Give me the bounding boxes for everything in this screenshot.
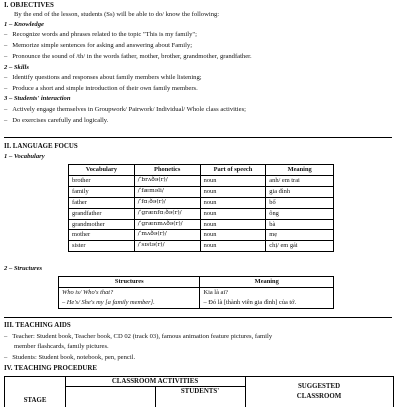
- vocab-word: grandmother: [69, 219, 135, 230]
- vocab-phonetics: /ˈsɪstə(r)/: [134, 241, 200, 252]
- table-row: [69, 186, 334, 197]
- column-header: Part of speech: [200, 165, 266, 176]
- vocab-pos: noun: [200, 230, 266, 241]
- vocab-phonetics: /ˈmʌðə(r)/: [134, 230, 200, 241]
- table-row: [69, 230, 334, 241]
- knowledge-item: – Pronounce the sound of /th/ in the words father, mother, brother, grandmother, grandfather.: [4, 53, 252, 60]
- aids-teacher-cont: member flashcards, family pictures.: [14, 343, 109, 350]
- table-header-row: [59, 277, 334, 288]
- section-divider: [4, 137, 392, 138]
- aids-students: – Students: Student book, notebook, pen, pencil.: [4, 354, 136, 361]
- table-header-row: [69, 165, 334, 176]
- structures-title: 2 – Structures: [4, 265, 43, 272]
- suggested-header-line1: SUGGESTED: [297, 383, 341, 390]
- column-header: Structures: [59, 277, 200, 288]
- vocab-meaning: anh/ em trai: [266, 175, 334, 186]
- interaction-title: 3 – Students' interaction: [4, 95, 71, 102]
- procedure-heading: IV. TEACHING PROCEDURE: [4, 365, 97, 372]
- vocab-word: family: [69, 186, 135, 197]
- knowledge-title: 1 – Knowledge: [4, 21, 44, 28]
- vocab-pos: noun: [200, 208, 266, 219]
- vocab-meaning: bố: [266, 197, 334, 208]
- structure-cell: [59, 287, 200, 308]
- vocab-pos: noun: [200, 186, 266, 197]
- vocab-word: brother: [69, 175, 135, 186]
- table-row: [69, 208, 334, 219]
- meaning-cell: [200, 287, 334, 308]
- table-row: [69, 197, 334, 208]
- structures-table: [58, 276, 334, 309]
- vocab-meaning: ông: [266, 208, 334, 219]
- classroom-activities-header: CLASSROOM ACTIVITIES: [111, 378, 199, 385]
- vocab-pos: noun: [200, 197, 266, 208]
- table-row: [69, 175, 334, 186]
- students-header: STUDENTS': [180, 388, 220, 395]
- structure-answer: – He's/ She's my [a family member].: [62, 298, 155, 306]
- vocab-phonetics: /ˈɡrænmʌðə(r)/: [134, 219, 200, 230]
- interaction-item: – Do exercises carefully and logically.: [4, 117, 109, 124]
- vocab-word: grandfather: [69, 208, 135, 219]
- table-row: [69, 219, 334, 230]
- structure-question: Who is/ Who's that?: [62, 288, 114, 296]
- procedure-table: [4, 376, 394, 407]
- vocab-meaning: mẹ: [266, 230, 334, 241]
- vocab-pos: noun: [200, 241, 266, 252]
- table-row: [59, 287, 334, 308]
- meaning-answer: – Đó là [thành viên gia đình] của tớ.: [203, 298, 297, 306]
- vocab-meaning: chị/ em gái: [266, 241, 334, 252]
- suggested-header-line2: CLASSROOM: [296, 393, 342, 400]
- vocab-word: mother: [69, 230, 135, 241]
- table-row: [69, 241, 334, 252]
- vocab-word: father: [69, 197, 135, 208]
- meaning-question: Kia là ai?: [203, 288, 228, 296]
- vocab-phonetics: /ˈɡrænfɑːðə(r)/: [134, 208, 200, 219]
- vocabulary-table: [68, 164, 334, 252]
- objectives-intro: By the end of the lesson, students (Ss) will be able to do/ know the following:: [14, 11, 220, 18]
- vocabulary-title: 1 – Vocabulary: [4, 153, 45, 160]
- vocab-phonetics: /ˈfɑːðə(r)/: [134, 197, 200, 208]
- knowledge-item: – Memorize simple sentences for asking and answering about Family;: [4, 42, 193, 49]
- column-header: Meaning: [200, 277, 334, 288]
- objectives-heading: I. OBJECTIVES: [4, 2, 54, 9]
- section-divider: [4, 317, 392, 318]
- vocab-meaning: bà: [266, 219, 334, 230]
- interaction-item: – Actively engage themselves in Groupwork/ Pairwork/ Individual/ Whole class activities;: [4, 106, 246, 113]
- aids-heading: III. TEACHING AIDS: [4, 322, 71, 329]
- skills-item: – Identify questions and responses about family members while listening;: [4, 74, 202, 81]
- vocab-word: sister: [69, 241, 135, 252]
- vocab-phonetics: /ˈbrʌðə(r)/: [134, 175, 200, 186]
- aids-teacher: – Teacher: Student book, Teacher book, CD 02 (track 03), famous animation feature pictures, family: [4, 333, 273, 340]
- knowledge-item: – Recognize words and phrases related to the topic "This is my family";: [4, 31, 197, 38]
- vocab-phonetics: /ˈfæməli/: [134, 186, 200, 197]
- column-header: Vocabulary: [69, 165, 135, 176]
- skills-title: 2 – Skills: [4, 64, 29, 71]
- language-heading: II. LANGUAGE FOCUS: [4, 143, 78, 150]
- vocab-meaning: gia đình: [266, 186, 334, 197]
- column-header: Meaning: [266, 165, 334, 176]
- vocab-pos: noun: [200, 219, 266, 230]
- column-header: Phonetics: [134, 165, 200, 176]
- skills-item: – Produce a short and simple introduction of their own family members.: [4, 85, 198, 92]
- stage-header: STAGE: [23, 397, 47, 404]
- vocab-pos: noun: [200, 175, 266, 186]
